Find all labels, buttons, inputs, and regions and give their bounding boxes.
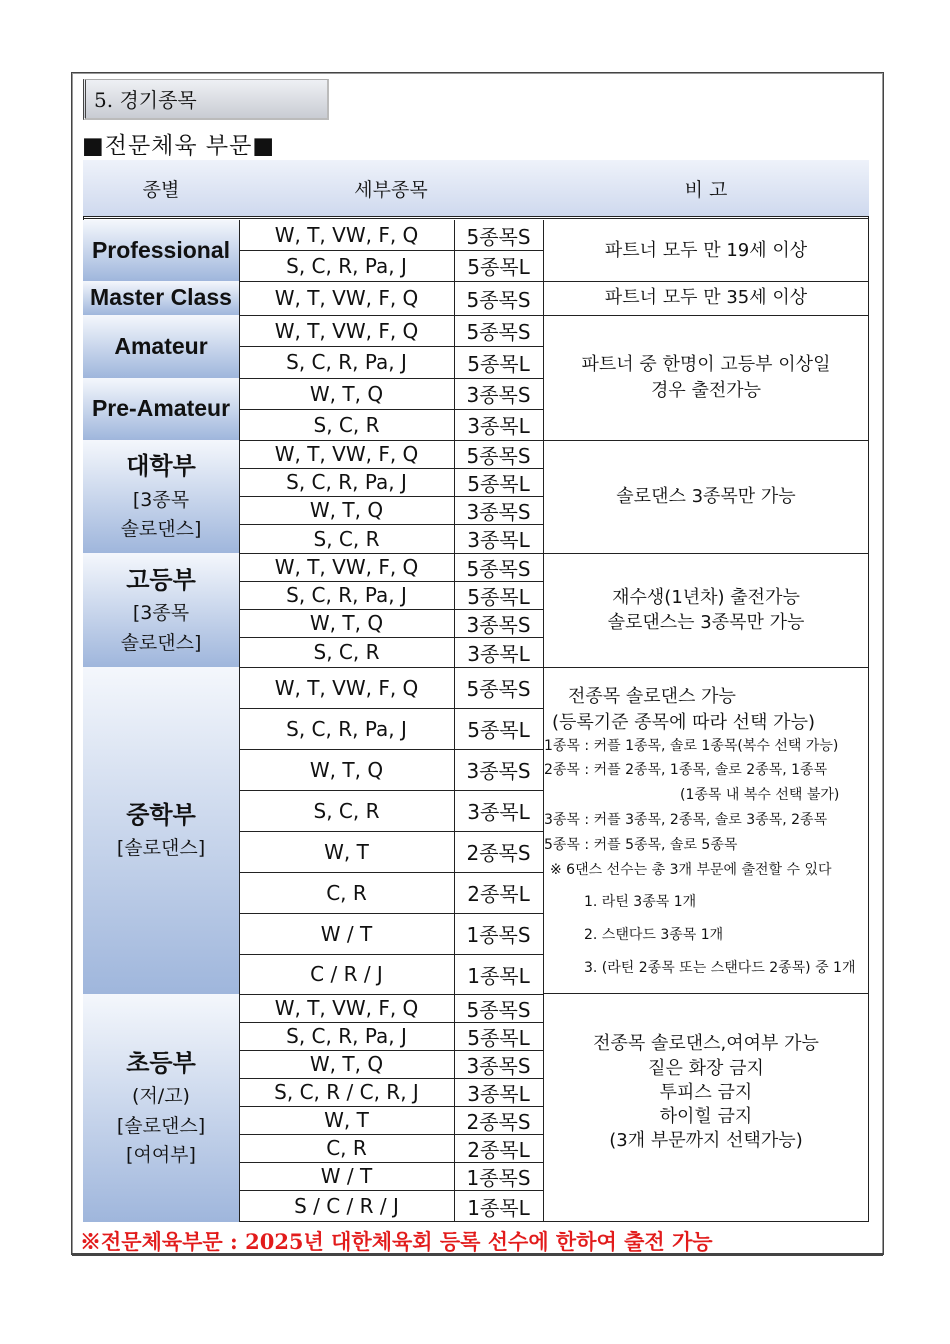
event-list: S, C, R, Pa, J xyxy=(239,250,455,282)
event-count: 5종목L xyxy=(454,581,544,610)
note-line: 짙은 화장 금지 xyxy=(648,1057,764,1079)
category-label: Master Class xyxy=(90,284,232,311)
category-amateur xyxy=(83,315,240,379)
note-line: 전종목 솔로댄스 가능 xyxy=(568,686,736,707)
note-line: 3종목 : 커플 3종목, 2종목, 솔로 3종목, 2종목 xyxy=(544,812,828,828)
header-notes: 비 고 xyxy=(543,160,869,217)
note-line: 하이힐 금지 xyxy=(659,1106,753,1128)
event-count: 3종목S xyxy=(454,378,544,410)
category-sub: [솔로댄스] xyxy=(116,1114,206,1137)
event-count: 5종목S xyxy=(454,440,544,469)
note-line: 경우 출전가능 xyxy=(650,379,762,401)
event-count: 5종목S xyxy=(454,281,544,316)
event-list: S, C, R, Pa, J xyxy=(239,581,455,610)
event-count: 5종목S xyxy=(454,220,544,251)
note-high-school xyxy=(543,553,869,668)
category-elementary xyxy=(83,994,240,1222)
event-count: 3종목S xyxy=(454,1050,544,1079)
category-sub: [3종목 xyxy=(132,488,190,511)
category-label: 고등부 xyxy=(126,566,196,594)
note-line: 솔로댄스는 3종목만 가능 xyxy=(607,612,805,633)
event-count: 5종목S xyxy=(454,994,544,1023)
category-university xyxy=(83,440,240,554)
event-count: 3종목S xyxy=(454,496,544,525)
note-middle-school xyxy=(544,668,868,994)
footer-notice: ※전문체육부문 : 2025년 대한체육회 등록 선수에 한하여 출전 가능 xyxy=(80,1229,713,1254)
event-list: S / C / R / J xyxy=(239,1190,455,1222)
event-count: 5종목S xyxy=(454,315,544,347)
category-master-class xyxy=(83,281,240,316)
note-line: 5종목 : 커플 5종목, 솔로 5종목 xyxy=(544,837,738,853)
event-list: S, C, R, Pa, J xyxy=(239,1022,455,1051)
category-sub: [3종목 xyxy=(132,602,190,625)
event-count: 3종목L xyxy=(454,409,544,441)
event-list: S, C, R xyxy=(239,790,455,832)
category-high-school xyxy=(83,553,240,668)
note-line: (1종목 내 복수 선택 불가) xyxy=(680,787,840,803)
event-list: S, C, R, Pa, J xyxy=(239,468,455,497)
note-line: 투피스 금지 xyxy=(659,1081,753,1103)
event-list: W / T xyxy=(239,913,455,955)
event-count: 3종목L xyxy=(454,637,544,668)
note-line: 2. 스탠다드 3종목 1개 xyxy=(584,927,724,943)
event-count: 2종목S xyxy=(454,831,544,873)
note-line: (등록기준 종목에 따라 선택 가능) xyxy=(552,712,815,733)
category-professional xyxy=(83,220,240,282)
event-count: 5종목L xyxy=(454,250,544,282)
event-list: W, T xyxy=(239,1106,455,1135)
event-count: 2종목L xyxy=(454,1134,544,1163)
note-line: 3. (라틴 2종목 또는 스탠다드 2종목) 중 1개 xyxy=(584,960,856,976)
category-label: 대학부 xyxy=(126,453,196,481)
event-count: 3종목S xyxy=(454,609,544,638)
note-master-class: 파트너 모두 만 35세 이상 xyxy=(543,281,869,316)
event-count: 5종목L xyxy=(454,346,544,379)
category-sub: [솔로댄스] xyxy=(116,837,206,860)
event-count: 5종목S xyxy=(454,667,544,709)
event-count: 3종목S xyxy=(454,749,544,791)
event-list: W, T, VW, F, Q xyxy=(239,553,455,582)
event-count: 5종목L xyxy=(454,1022,544,1051)
note-university: 솔로댄스 3종목만 가능 xyxy=(543,440,869,554)
event-count: 5종목S xyxy=(454,553,544,582)
event-list: W / T xyxy=(239,1162,455,1191)
event-list: W, T, VW, F, Q xyxy=(239,667,455,709)
category-sub: (저/고) xyxy=(132,1085,190,1108)
event-list: W, T, VW, F, Q xyxy=(239,440,455,469)
event-count: 3종목L xyxy=(454,524,544,554)
category-label: Pre-Amateur xyxy=(91,395,231,422)
event-count: 1종목L xyxy=(454,1190,544,1222)
event-list: S, C, R / C, R, J xyxy=(239,1078,455,1107)
header-category: 종별 xyxy=(83,160,240,217)
event-list: C, R xyxy=(239,872,455,914)
event-count: 1종목S xyxy=(454,1162,544,1191)
event-count: 5종목L xyxy=(454,468,544,497)
note-amateur xyxy=(543,315,869,441)
note-line: 재수생(1년차) 출전가능 xyxy=(612,586,800,608)
category-label: 중학부 xyxy=(126,802,196,830)
event-list: W, T, Q xyxy=(239,609,455,638)
note-professional: 파트너 모두 만 19세 이상 xyxy=(543,220,869,282)
event-list: C / R / J xyxy=(239,954,455,995)
event-count: 2종목L xyxy=(454,872,544,914)
category-sub: 솔로댄스] xyxy=(120,518,202,541)
event-list: W, T, Q xyxy=(239,749,455,791)
category-sub: [여여부] xyxy=(126,1144,196,1167)
event-list: W, T, Q xyxy=(239,496,455,525)
note-line: (3개 부문까지 선택가능) xyxy=(609,1130,803,1152)
event-list: S, C, R xyxy=(239,409,455,441)
event-list: W, T, VW, F, Q xyxy=(239,281,455,316)
category-pre-amateur xyxy=(83,378,240,441)
event-list: W, T xyxy=(239,831,455,873)
event-count: 2종목S xyxy=(454,1106,544,1135)
event-list: W, T, VW, F, Q xyxy=(239,315,455,347)
event-list: C, R xyxy=(239,1134,455,1163)
event-list: S, C, R xyxy=(239,524,455,554)
event-list: W, T, VW, F, Q xyxy=(239,220,455,251)
event-count: 1종목S xyxy=(454,913,544,955)
event-list: W, T, VW, F, Q xyxy=(239,994,455,1023)
footer-divider xyxy=(72,1253,883,1256)
note-line: 전종목 솔로댄스,여여부 가능 xyxy=(593,1033,819,1055)
note-elementary xyxy=(543,994,869,1222)
event-list: S, C, R xyxy=(239,637,455,668)
header-events: 세부종목 xyxy=(239,160,544,217)
subheading: ■전문체육 부문■ xyxy=(82,133,276,159)
header-separator xyxy=(84,216,868,219)
category-label: Amateur xyxy=(114,332,208,359)
event-list: S, C, R, Pa, J xyxy=(239,708,455,750)
category-sub: 솔로댄스] xyxy=(120,631,202,654)
note-line: 2종목 : 커플 2종목, 1종목, 솔로 2종목, 1종목 xyxy=(544,762,828,778)
category-middle-school xyxy=(83,667,240,995)
note-line: 파트너 중 한명이 고등부 이상일 xyxy=(581,354,831,376)
event-list: W, T, Q xyxy=(239,1050,455,1079)
note-line: ※ 6댄스 선수는 총 3개 부문에 출전할 수 있다 xyxy=(550,862,832,878)
category-label: Professional xyxy=(91,236,231,263)
event-count: 5종목L xyxy=(454,708,544,750)
event-count: 1종목L xyxy=(454,954,544,995)
event-count: 3종목L xyxy=(454,790,544,832)
event-list: W, T, Q xyxy=(239,378,455,410)
category-label: 초등부 xyxy=(126,1050,196,1078)
event-count: 3종목L xyxy=(454,1078,544,1107)
note-line: 1. 라틴 3종목 1개 xyxy=(584,894,697,910)
event-list: S, C, R, Pa, J xyxy=(239,346,455,379)
section-title: 5. 경기종목 xyxy=(83,79,329,120)
note-line: 1종목 : 커플 1종목, 솔로 1종목(복수 선택 가능) xyxy=(544,738,839,754)
